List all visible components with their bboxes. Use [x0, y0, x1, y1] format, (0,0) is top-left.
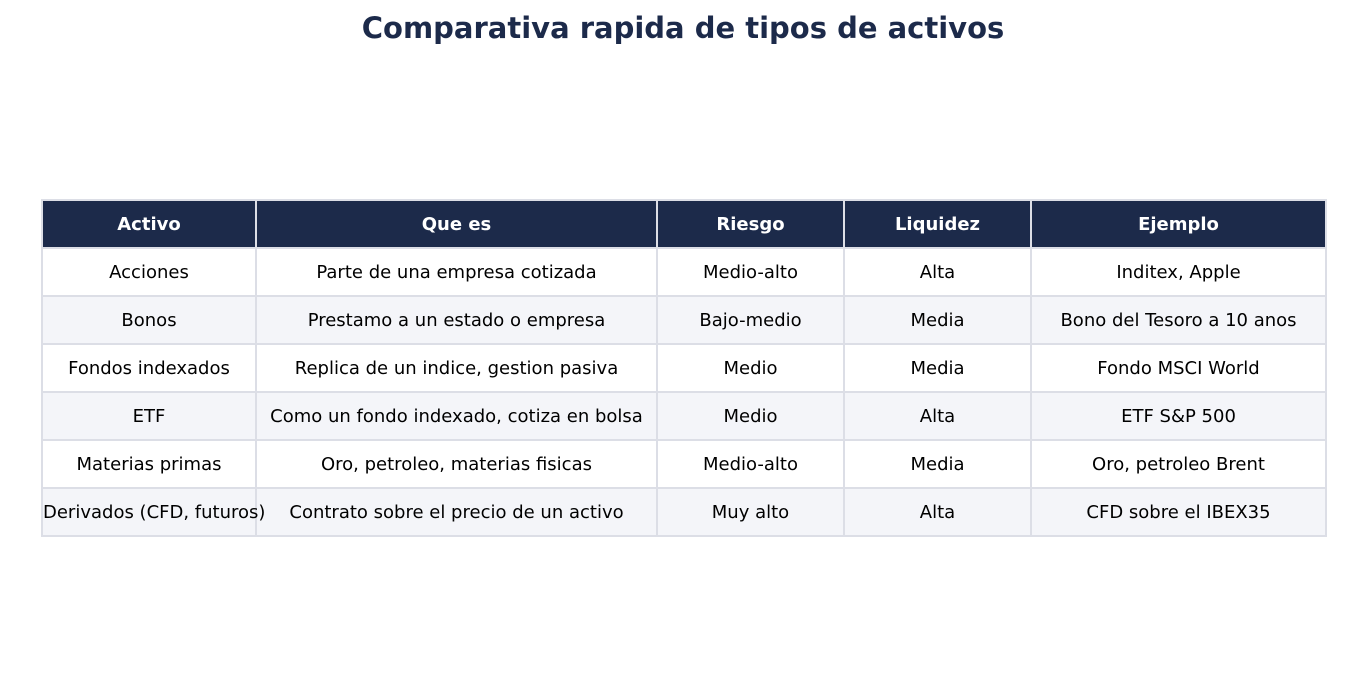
- cell-activo: [42, 296, 256, 344]
- cell-ejemplo: [1031, 488, 1326, 536]
- cell-text: Fondos indexados: [68, 357, 230, 379]
- cell-text: Oro, petroleo, materias fisicas: [321, 453, 592, 475]
- table-header-row: [42, 200, 1326, 248]
- cell-text: CFD sobre el IBEX35: [1086, 501, 1271, 523]
- cell-ejemplo: [1031, 248, 1326, 296]
- cell-text: Medio: [723, 357, 778, 379]
- cell-text: Bajo-medio: [699, 309, 802, 331]
- cell-text: Inditex, Apple: [1116, 261, 1241, 283]
- cell-text: Alta: [919, 261, 956, 283]
- cell-text: Bonos: [121, 309, 177, 331]
- cell-text: ETF: [132, 405, 166, 427]
- cell-text: Muy alto: [711, 501, 790, 523]
- cell-text: Medio-alto: [703, 261, 798, 283]
- table-row: [42, 488, 1326, 536]
- chart-title: Comparativa rapida de tipos de activos: [361, 11, 1005, 45]
- cell-riesgo: [657, 296, 844, 344]
- asset-comparison-table: [41, 199, 1327, 537]
- cell-ejemplo: [1031, 296, 1326, 344]
- table-row: [42, 248, 1326, 296]
- cell-text: Como un fondo indexado, cotiza en bolsa: [270, 405, 643, 427]
- cell-text: Derivados (CFD, futuros): [43, 501, 266, 523]
- cell-text: Acciones: [109, 261, 189, 283]
- cell-que-es: [256, 392, 657, 440]
- cell-text: ETF S&P 500: [1121, 405, 1236, 427]
- column-header-liquidez: Liquidez: [844, 200, 1031, 248]
- cell-liquidez: [844, 392, 1031, 440]
- table-row: [42, 344, 1326, 392]
- cell-que-es: [256, 344, 657, 392]
- cell-liquidez: [844, 248, 1031, 296]
- cell-text: Medio-alto: [703, 453, 798, 475]
- column-header-ejemplo: Ejemplo: [1031, 200, 1326, 248]
- table-row: [42, 296, 1326, 344]
- cell-text: Medio: [723, 405, 778, 427]
- cell-text: Alta: [919, 501, 956, 523]
- cell-liquidez: [844, 488, 1031, 536]
- cell-riesgo: [657, 488, 844, 536]
- cell-text: Contrato sobre el precio de un activo: [289, 501, 624, 523]
- cell-que-es: [256, 488, 657, 536]
- cell-text: Media: [910, 453, 965, 475]
- cell-liquidez: [844, 440, 1031, 488]
- cell-ejemplo: [1031, 392, 1326, 440]
- cell-riesgo: [657, 392, 844, 440]
- cell-riesgo: [657, 248, 844, 296]
- cell-riesgo: [657, 344, 844, 392]
- cell-activo: [42, 344, 256, 392]
- cell-text: Replica de un indice, gestion pasiva: [294, 357, 619, 379]
- cell-text: Media: [910, 357, 965, 379]
- cell-liquidez: [844, 344, 1031, 392]
- cell-text: Materias primas: [76, 453, 222, 475]
- cell-que-es: [256, 440, 657, 488]
- cell-text: Media: [910, 309, 965, 331]
- cell-activo: [42, 392, 256, 440]
- cell-text: Fondo MSCI World: [1097, 357, 1260, 379]
- cell-activo: [42, 440, 256, 488]
- cell-que-es: [256, 296, 657, 344]
- cell-text: Bono del Tesoro a 10 anos: [1060, 309, 1297, 331]
- cell-liquidez: [844, 296, 1031, 344]
- table-row: [42, 440, 1326, 488]
- column-header-riesgo: Riesgo: [657, 200, 844, 248]
- cell-activo: [42, 488, 266, 536]
- column-header-activo: Activo: [42, 200, 256, 248]
- table-row: [42, 392, 1326, 440]
- cell-text: Alta: [919, 405, 956, 427]
- cell-text: Prestamo a un estado o empresa: [307, 309, 606, 331]
- cell-text: Oro, petroleo Brent: [1092, 453, 1265, 475]
- column-header-que-es: Que es: [256, 200, 657, 248]
- cell-ejemplo: [1031, 440, 1326, 488]
- cell-riesgo: [657, 440, 844, 488]
- cell-activo: [42, 248, 256, 296]
- cell-ejemplo: [1031, 344, 1326, 392]
- cell-que-es: [256, 248, 657, 296]
- cell-text: Parte de una empresa cotizada: [316, 261, 597, 283]
